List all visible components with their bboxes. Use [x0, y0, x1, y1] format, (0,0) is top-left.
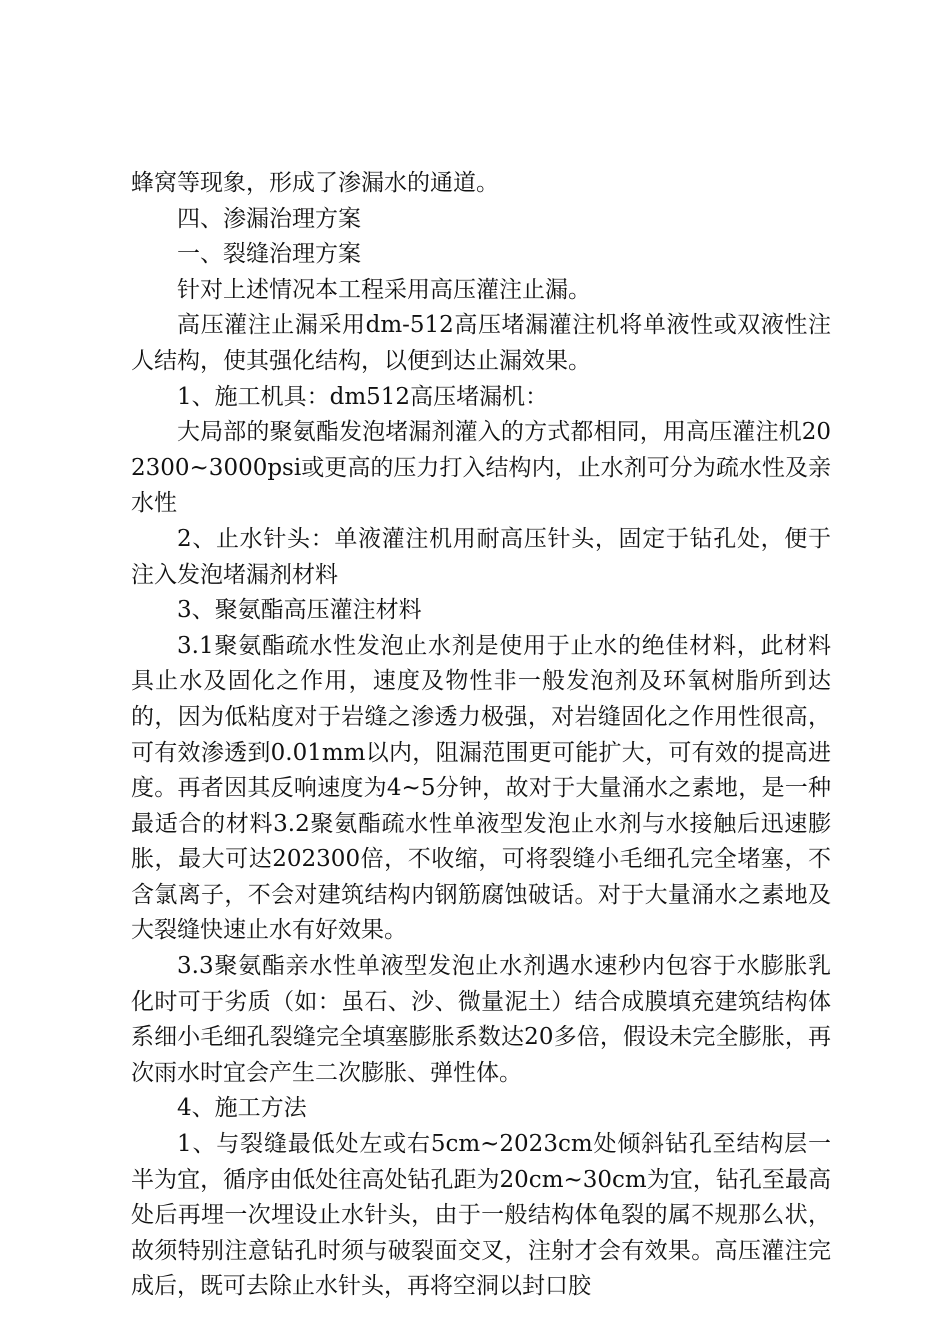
heading-injection-materials: 3、聚氨酯高压灌注材料 [177, 597, 422, 624]
paragraph-continuation: 蜂窝等现象，形成了渗漏水的通道。 [131, 170, 499, 196]
heading-crack-treatment-plan: 一、裂缝治理方案 [177, 241, 361, 268]
paragraph-high-pressure-injection: 高压灌注止漏采用dm-512高压堵漏灌注机将单液性或双液性注人结构，使其强化结构，以便到达止漏效果。 [131, 312, 831, 374]
paragraph-polyurethane-injection: 大局部的聚氨酯发泡堵漏剂灌入的方式都相同，用高压灌注机202300~3000psi或更高的压力打入结构内，止水剂可分为疏水性及亲水性 [131, 419, 831, 517]
heading-leakage-treatment-plan: 四、渗漏治理方案 [177, 205, 361, 232]
heading-construction-method: 4、施工方法 [177, 1095, 307, 1122]
document-page [131, 166, 831, 1305]
heading-construction-tools: 1、施工机具：dm512高压堵漏机： [177, 383, 549, 410]
paragraph-hydrophilic-foam: 3.3聚氨酯亲水性单液型发泡止水剂遇水速秒内包容于水膨胀乳化时可于劣质（如：虽石、沙、微量泥土）结合成膜填充建筑结构体系细小毛细孔裂缝完全填塞膨胀系数达20多倍，假设未完全膨胀，再次雨水时宜会产生二次膨胀、弹性体。 [131, 953, 831, 1086]
paragraph-drilling-procedure: 1、与裂缝最低处左或右5cm~2023cm处倾斜钻孔至结构层一半为宜，循序由低处往高处钻孔距为20cm~30cm为宜，钻孔至最高处后再埋一次埋设止水针头，由于一般结构体龟裂的属不规那么状，故须特别注意钻孔时须与破裂面交叉，注射才会有效果。高压灌注完成后，既可去除止水针头，再将空洞以封口胶 [131, 1131, 831, 1300]
paragraph-water-stop-needle: 2、止水针头：单液灌注机用耐高压针头，固定于钻孔处，便于注入发泡堵漏剂材料 [131, 525, 831, 588]
paragraph-hydrophobic-foam: 3.1聚氨酯疏水性发泡止水剂是使用于止水的绝佳材料，此材料具止水及固化之作用，速度及物性非一般发泡剂及环氧树脂所到达的，因为低粘度对于岩缝之渗透力极强，对岩缝固化之作用性很高，可有效渗透到0.01mm以内，阻漏范围更可能扩大，可有效的提高进度。再者因其反响速度为4~5分钟，故对于大量涌水之素地，是一种最适合的材料3.2聚氨酯疏水性单液型发泡止水剂与水接触后迅速膨胀，最大可达202300倍，不收缩，可将裂缝小毛细孔完全堵塞，不含氯离子，不会对建筑结构内钢筋腐蚀破话。对于大量涌水之素地及大裂缝快速止水有好效果。 [131, 632, 831, 944]
paragraph-method-intro: 针对上述情况本工程采用高压灌注止漏。 [177, 276, 591, 303]
